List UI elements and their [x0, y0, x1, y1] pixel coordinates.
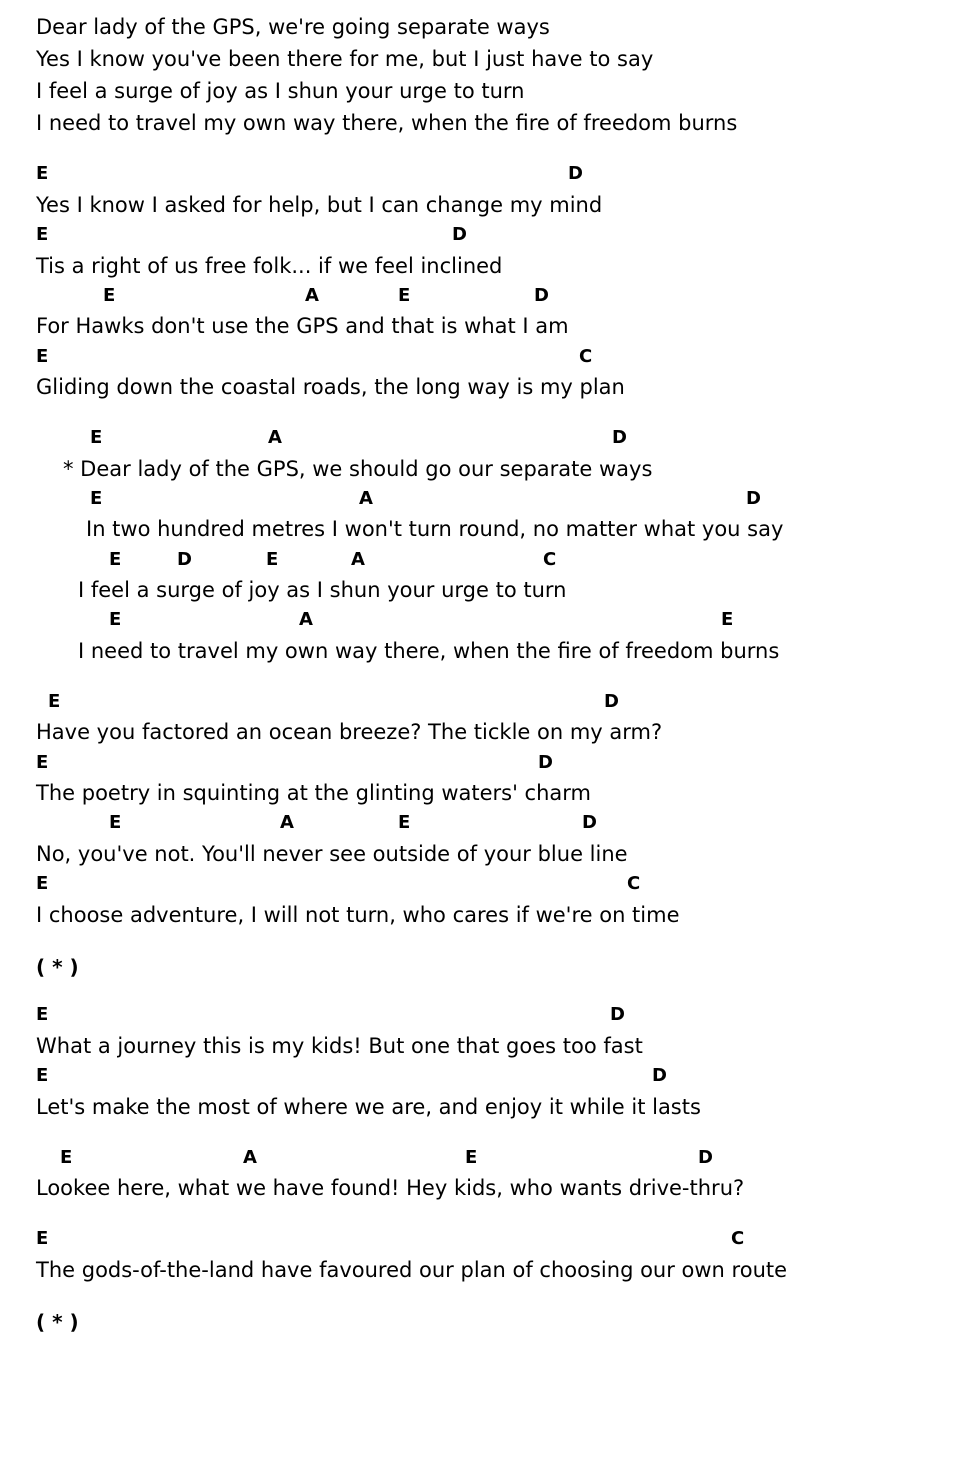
chord: C: [731, 1228, 745, 1249]
chorus-lyric-3: I feel a surge of joy as I shun your urge to turn: [78, 578, 567, 602]
verse3-lyric-2: The poetry in squinting at the glinting waters' charm: [36, 781, 592, 805]
chord: A: [359, 488, 373, 509]
chord: E: [109, 549, 122, 570]
verse1-lyric-4: I need to travel my own way there, when the fire of freedom burns: [36, 111, 738, 135]
chord: A: [351, 549, 365, 570]
chord: E: [721, 609, 734, 630]
chord: E: [90, 488, 103, 509]
chord: A: [305, 285, 319, 306]
chord: C: [627, 873, 641, 894]
chord: E: [60, 1147, 73, 1168]
chord: E: [36, 1004, 49, 1025]
chorus-lyric-4: I need to travel my own way there, when the fire of freedom burns: [78, 639, 780, 663]
chord: E: [465, 1147, 478, 1168]
verse1-lyric-1: Dear lady of the GPS, we're going separate ways: [36, 15, 550, 39]
verse1-lyric-2: Yes I know you've been there for me, but I just have to say: [36, 47, 654, 71]
verse2-lyric-1: Yes I know I asked for help, but I can change my mind: [36, 193, 603, 217]
chord: D: [534, 285, 549, 306]
chord: A: [299, 609, 313, 630]
chorus-reference: ( * ): [36, 955, 79, 979]
verse4-lyric-4: The gods-of-the-land have favoured our plan of choosing our own route: [36, 1258, 788, 1282]
chord: E: [36, 1228, 49, 1249]
chord: A: [243, 1147, 257, 1168]
chord: A: [268, 427, 282, 448]
chord: D: [582, 812, 597, 833]
chord: E: [36, 873, 49, 894]
chord: E: [398, 285, 411, 306]
verse2-lyric-4: Gliding down the coastal roads, the long way is my plan: [36, 375, 625, 399]
verse2-lyric-2: Tis a right of us free folk... if we feel inclined: [36, 254, 503, 278]
chorus-lyric-2: In two hundred metres I won't turn round, no matter what you say: [86, 517, 784, 541]
chord: E: [398, 812, 411, 833]
chord: D: [610, 1004, 625, 1025]
chord: D: [538, 752, 553, 773]
chord: E: [109, 609, 122, 630]
chord: E: [266, 549, 279, 570]
chord: D: [604, 691, 619, 712]
chord: C: [543, 549, 557, 570]
verse4-lyric-2: Let's make the most of where we are, and enjoy it while it lasts: [36, 1095, 701, 1119]
chord: D: [746, 488, 761, 509]
chord: E: [90, 427, 103, 448]
verse3-lyric-3: No, you've not. You'll never see outside of your blue line: [36, 842, 628, 866]
verse4-lyric-3: Lookee here, what we have found! Hey kids, who wants drive-thru?: [36, 1176, 745, 1200]
verse2-lyric-3: For Hawks don't use the GPS and that is what I am: [36, 314, 569, 338]
chord: A: [280, 812, 294, 833]
chord: E: [36, 752, 49, 773]
verse3-lyric-1: Have you factored an ocean breeze? The tickle on my arm?: [36, 720, 663, 744]
chord: E: [36, 346, 49, 367]
chord: E: [103, 285, 116, 306]
verse3-lyric-4: I choose adventure, I will not turn, who cares if we're on time: [36, 903, 680, 927]
chord: E: [36, 224, 49, 245]
chord: E: [109, 812, 122, 833]
chord: E: [48, 691, 61, 712]
chorus-reference: ( * ): [36, 1310, 79, 1334]
chord: D: [652, 1065, 667, 1086]
chord: D: [698, 1147, 713, 1168]
chord: D: [177, 549, 192, 570]
chord: C: [579, 346, 593, 367]
chord: D: [612, 427, 627, 448]
chord: E: [36, 163, 49, 184]
verse1-lyric-3: I feel a surge of joy as I shun your urge to turn: [36, 79, 525, 103]
chord: D: [452, 224, 467, 245]
chorus-lyric-1: * Dear lady of the GPS, we should go our separate ways: [63, 457, 653, 481]
verse4-lyric-1: What a journey this is my kids! But one that goes too fast: [36, 1034, 643, 1058]
chord: D: [568, 163, 583, 184]
chord: E: [36, 1065, 49, 1086]
